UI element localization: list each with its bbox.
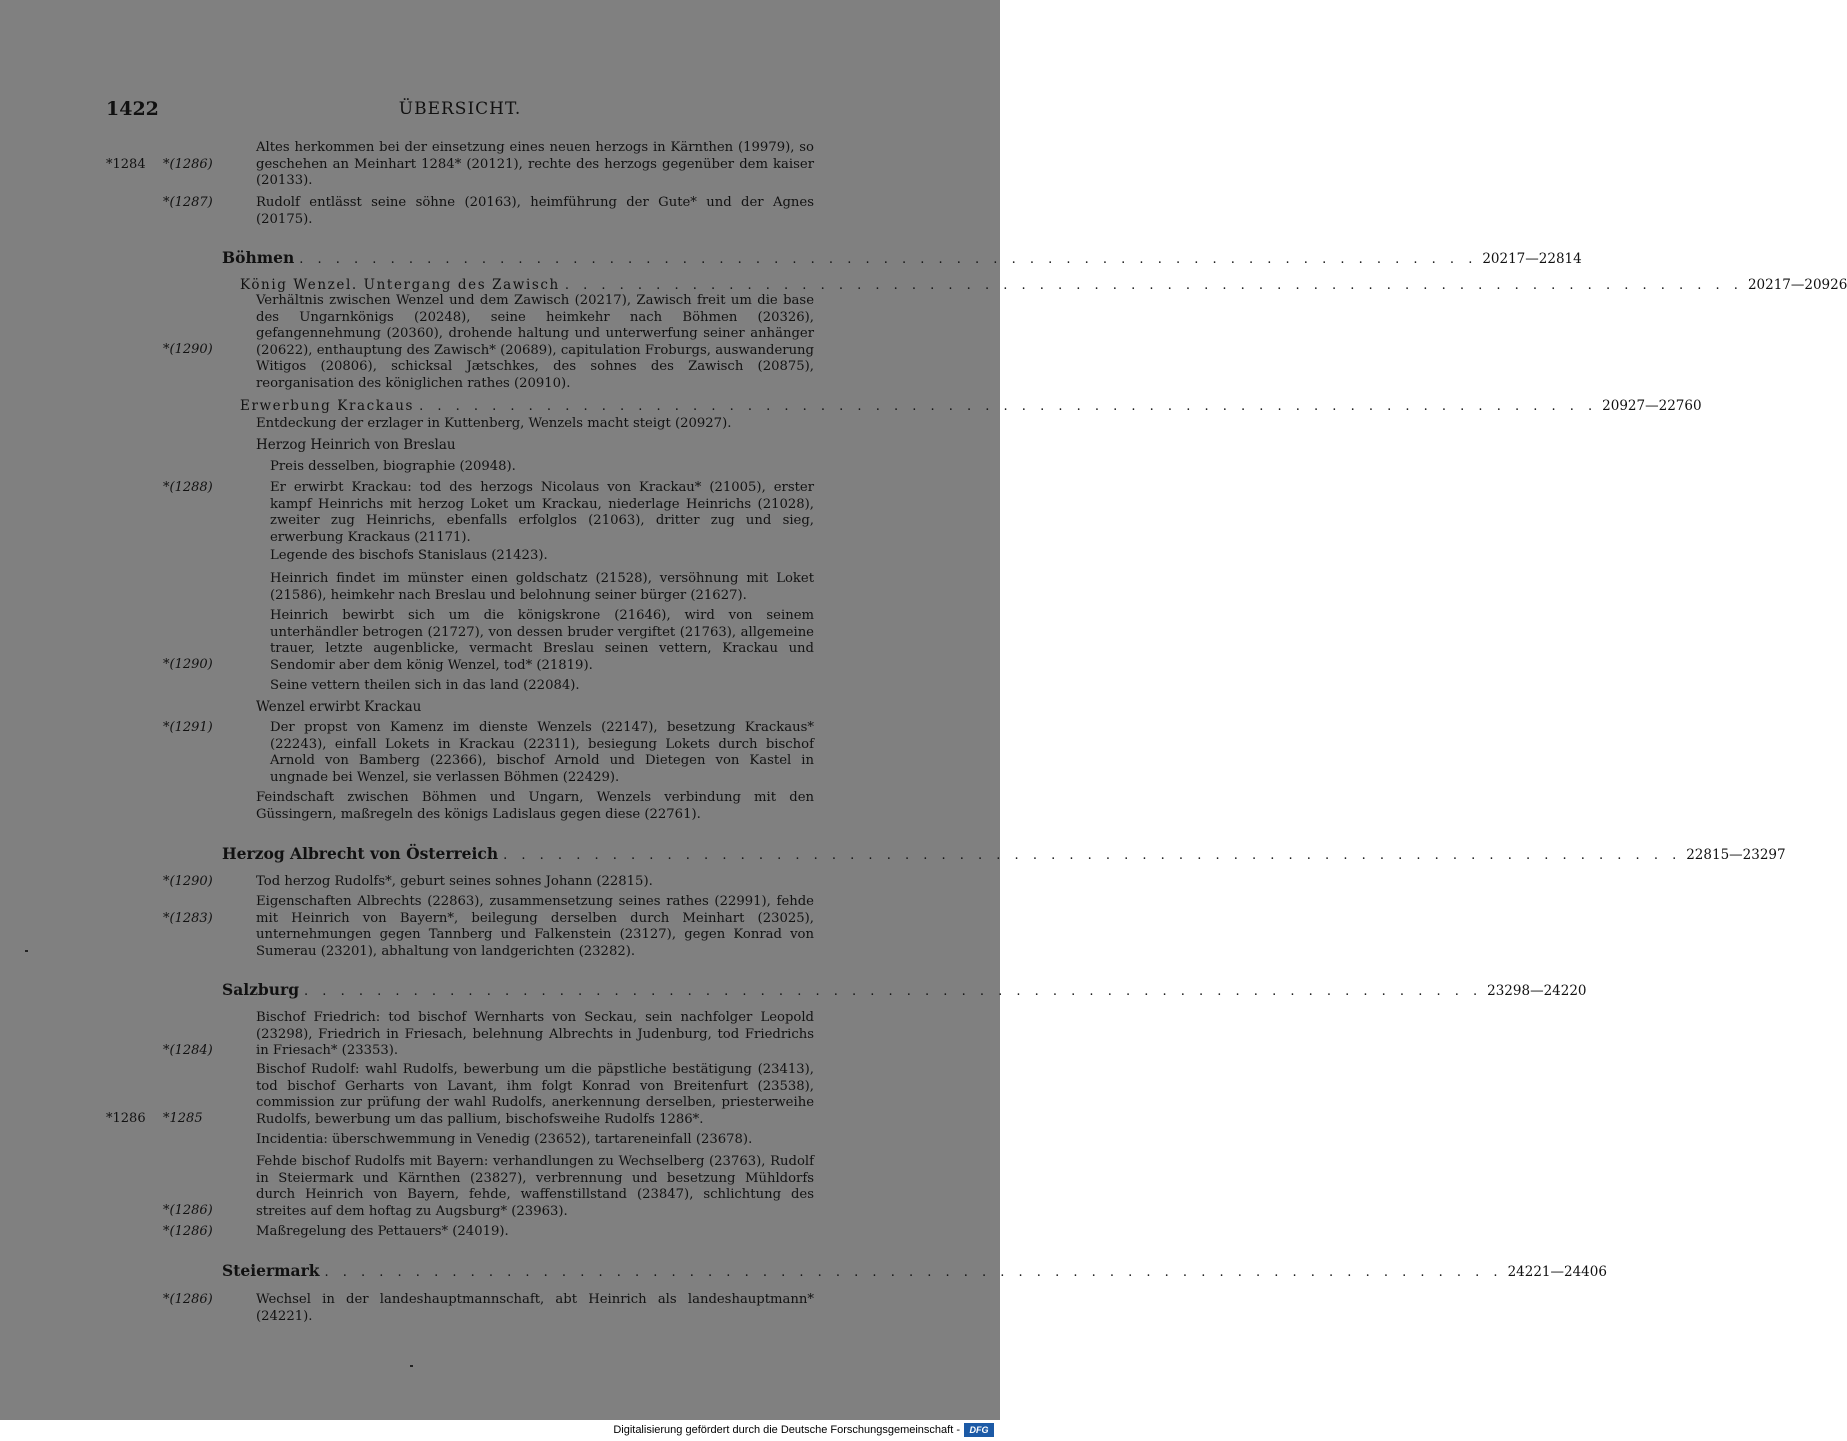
- index-entry: Eigenschaften Albrechts (22863), zusammensetzung seines rathes (22991), fehde mit Heinrich von Bayern*, beilegung derselben durch Meinhart (23025), unternehmungen gegen Tannberg und Falkenstein (23127), gegen Konrad von Sumerau (23201), abhaltung von landgerichten (23282).: [256, 894, 814, 959]
- subheading: Herzog Heinrich von Breslau: [256, 437, 456, 453]
- index-entry: Entdeckung der erzlager in Kuttenberg, Wenzels macht steigt (20927).: [256, 416, 732, 431]
- subsection-title: Erwerbung Krackaus: [240, 398, 415, 414]
- footer-bar: [0, 1420, 1000, 1441]
- index-entry: Fehde bischof Rudolfs mit Bayern: verhandlungen zu Wechselberg (23763), Rudolf in Steiermark und Kärnthen (23827), verbrennung und besetzung Mühldorfs durch Heinrich von Bayern, fehde, waffenstillstand (23847), schlichtung des streites auf dem hoftag zu Augsburg* (23963).: [256, 1154, 814, 1219]
- index-entry: Verhältnis zwischen Wenzel und dem Zawisch (20217), Zawisch freit um die base des Ungarnkönigs (20248), seine heimkehr nach Böhmen (20326), gefangennehmung (20360), drohende haltung und unterwerfung seiner anhänger (20622), enthauptung des Zawisch* (20689), capitulation Froburgs, auswanderung Witigos (20806), schicksal Jætschkes, des sohnes des Zawisch (20875), reorganisation des königlichen rathes (20910).: [256, 293, 814, 391]
- section-title: Salzburg: [222, 980, 300, 999]
- section-title: Böhmen: [222, 248, 295, 267]
- section-range: 20217—22814: [1482, 251, 1582, 267]
- section-heading: [222, 980, 1587, 1002]
- index-entry: Maßregelung des Pettauers* (24019).: [256, 1224, 509, 1239]
- year-marker: *1284: [106, 157, 146, 172]
- year-marker: *(1288): [163, 480, 213, 495]
- section-heading: [222, 1261, 1607, 1283]
- index-entry: Tod herzog Rudolfs*, geburt seines sohnes Johann (22815).: [256, 874, 653, 889]
- year-marker: *(1286): [163, 1224, 213, 1239]
- index-entry: Incidentia: überschwemmung in Venedig (23652), tartareneinfall (23678).: [256, 1132, 753, 1147]
- year-marker: *(1284): [163, 1043, 213, 1058]
- year-marker: *1286: [106, 1111, 146, 1126]
- year-marker: *(1287): [163, 195, 213, 210]
- year-marker: *(1283): [163, 911, 213, 926]
- index-entry: Seine vettern theilen sich in das land (22084).: [270, 678, 580, 693]
- year-marker: *(1286): [163, 1203, 213, 1218]
- scan-speck: [25, 950, 28, 952]
- index-entry: Legende des bischofs Stanislaus (21423).: [270, 548, 548, 563]
- dfg-logo: DFG: [964, 1423, 994, 1437]
- index-entry: Heinrich bewirbt sich um die königskrone (21646), wird von seinem unterhändler betrogen (21727), von dessen bruder vergiftet (21763), allgemeine trauer, letzte augenblicke, vermacht Breslau seinen vettern, Krackau und Sendomir aber dem könig Wenzel, tod* (21819).: [270, 608, 814, 673]
- subheading: Wenzel erwirbt Krackau: [256, 699, 422, 715]
- index-entry: Altes herkommen bei der einsetzung eines neuen herzogs in Kärnthen (19979), so geschehen an Meinhart 1284* (20121), rechte des herzogs gegenüber dem kaiser (20133).: [256, 140, 814, 189]
- year-marker: *(1290): [163, 657, 213, 672]
- year-marker: *(1286): [163, 1292, 213, 1307]
- subsection-title: König Wenzel. Untergang des Zawisch: [240, 277, 560, 293]
- year-marker: *(1291): [163, 720, 213, 735]
- index-entry: Bischof Friedrich: tod bischof Wernharts von Seckau, sein nachfolger Leopold (23298), Friedrich in Friesach, belehnung Albrechts in Judenburg, tod Friedrichs in Friesach* (23353).: [256, 1010, 814, 1059]
- dot-leader: . . . . . . . . . . . . . . . . . . . . . . . . . . . . . . . . . . . . . . . . . . . . . . . . . . . . . . . . . . . . . . . . .: [564, 278, 1743, 293]
- funding-notice: Digitalisierung gefördert durch die Deutsche Forschungsgemeinschaft -: [613, 1424, 960, 1436]
- index-entry: Rudolf entlässt seine söhne (20163), heimführung der Gute* und der Agnes (20175).: [256, 195, 814, 227]
- dot-leader: . . . . . . . . . . . . . . . . . . . . . . . . . . . . . . . . . . . . . . . . . . . . . . . . . . . . . . . . . . . . . . . . .: [419, 399, 1598, 414]
- section-range: 24221—24406: [1507, 1264, 1607, 1280]
- section-title: Herzog Albrecht von Österreich: [222, 844, 499, 863]
- section-title: Steiermark: [222, 1261, 320, 1280]
- index-entry: Heinrich findet im münster einen goldschatz (21528), versöhnung mit Loket (21586), heimkehr nach Breslau und belohnung seiner bürger (21627).: [270, 571, 814, 603]
- page-title: ÜBERSICHT.: [398, 99, 522, 119]
- subsection-range: 20927—22760: [1602, 398, 1702, 414]
- index-entry: Preis desselben, biographie (20948).: [270, 459, 516, 474]
- index-entry: Bischof Rudolf: wahl Rudolfs, bewerbung um die päpstliche bestätigung (23413), tod bischof Gerharts von Lavant, ihm folgt Konrad von Breitenfurt (23538), commission zur prüfung der wahl Rudolfs, anerkennung derselben, priesterweihe Rudolfs, bewerbung um das pallium, bischofsweihe Rudolfs 1286*.: [256, 1062, 814, 1127]
- year-marker: *(1286): [163, 157, 213, 172]
- year-marker: *(1290): [163, 342, 213, 357]
- dot-leader: . . . . . . . . . . . . . . . . . . . . . . . . . . . . . . . . . . . . . . . . . . . . . . . . . . . . . . . . . . . . . . . . .: [503, 848, 1682, 863]
- index-entry: Feindschaft zwischen Böhmen und Ungarn, Wenzels verbindung mit den Güssingern, maßregeln des königs Ladislaus gegen diese (22761).: [256, 790, 814, 822]
- scan-speck: [410, 1365, 413, 1367]
- subsection-range: 20217—20926: [1747, 277, 1847, 293]
- section-range: 22815—23297: [1686, 847, 1786, 863]
- section-range: 23298—24220: [1487, 983, 1587, 999]
- dot-leader: . . . . . . . . . . . . . . . . . . . . . . . . . . . . . . . . . . . . . . . . . . . . . . . . . . . . . . . . . . . . . . . . .: [304, 984, 1483, 999]
- index-entry: Er erwirbt Krackau: tod des herzogs Nicolaus von Krackau* (21005), erster kampf Heinrichs mit herzog Loket um Krackau, niederlage Heinrichs (21028), zweiter zug Heinrichs, ebenfalls erfolglos (21063), dritter zug und sieg, erwerbung Krackaus (21171).: [270, 480, 814, 545]
- year-marker: *(1290): [163, 874, 213, 889]
- section-heading: [222, 844, 1786, 866]
- year-marker: *1285: [163, 1111, 203, 1126]
- index-entry: Wechsel in der landeshauptmannschaft, abt Heinrich als landeshauptmann* (24221).: [256, 1292, 814, 1324]
- dot-leader: . . . . . . . . . . . . . . . . . . . . . . . . . . . . . . . . . . . . . . . . . . . . . . . . . . . . . . . . . . . . . . . . .: [299, 252, 1478, 267]
- index-entry: Der propst von Kamenz im dienste Wenzels (22147), besetzung Krackaus* (22243), einfall Lokets in Krackau (22311), besiegung Lokets durch bischof Arnold von Bamberg (22366), bischof Arnold und Dietegen von Kastel in ungnade bei Wenzel, sie verlassen Böhmen (22429).: [270, 720, 814, 785]
- page-number: 1422: [106, 98, 159, 120]
- dot-leader: . . . . . . . . . . . . . . . . . . . . . . . . . . . . . . . . . . . . . . . . . . . . . . . . . . . . . . . . . . . . . . . . .: [324, 1265, 1503, 1280]
- page-header: [106, 98, 814, 122]
- section-heading: [222, 248, 1582, 270]
